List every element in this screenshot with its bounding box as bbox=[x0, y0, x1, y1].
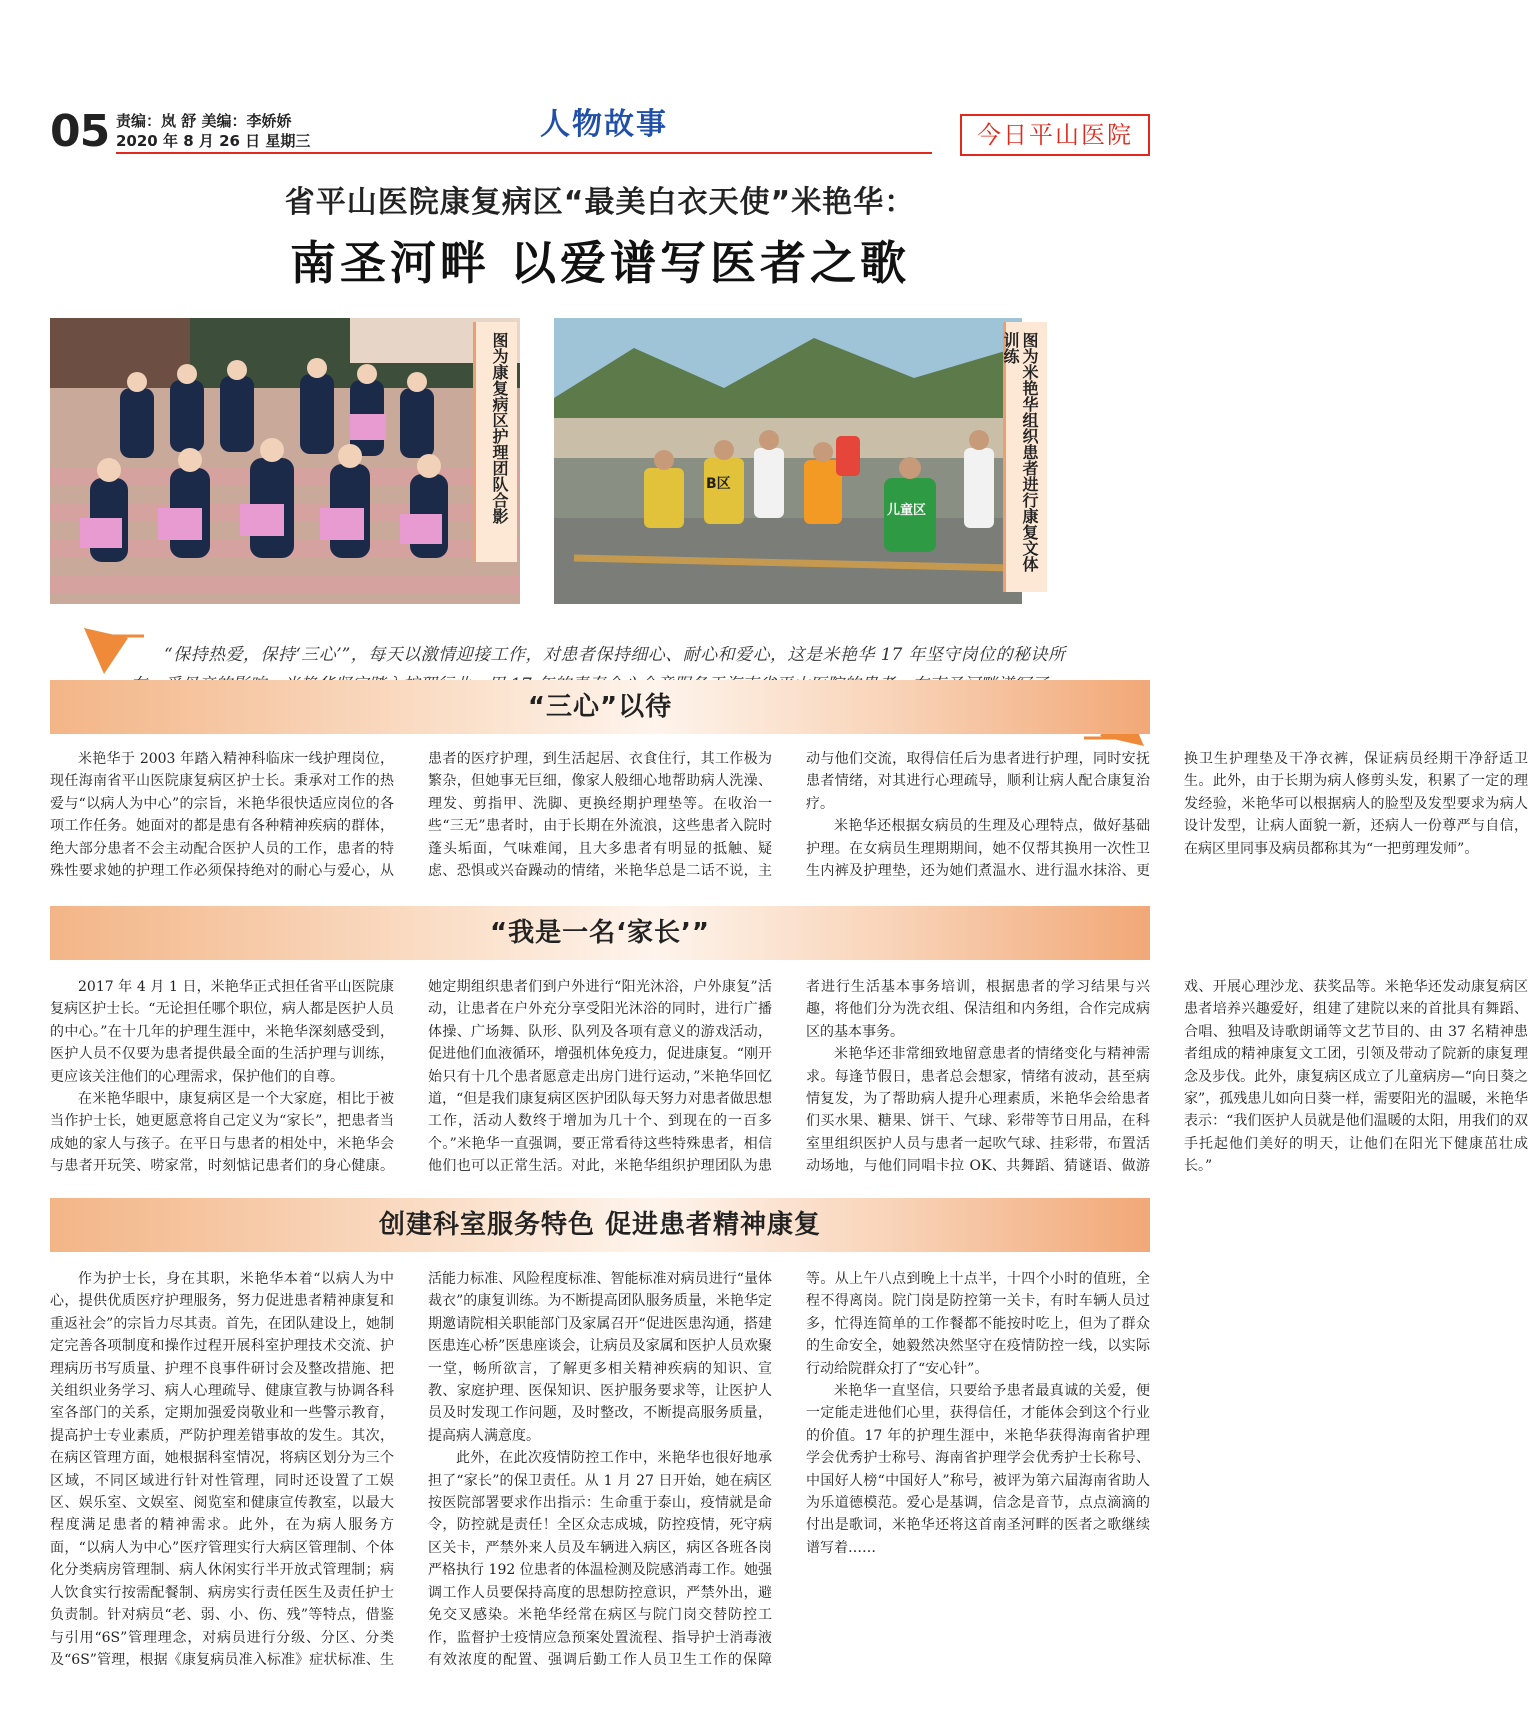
paragraph: 此外，在此次疫情防控工作中，米艳华也很好地承担了“家长”的保卫责任。从 1 月 27 日开始，她在病区按医院部署要求作出指示：生命重于泰山，疫情就是命令，防控就是责任！全区众志成城，防控疫情，死守病区关卡，严禁外来人员及车辆进入病区，病区各班各岗严格执行 192 位患者的体温检测及院感消毒工作。她强调工作人员要保持高度的思想防控意识，严禁外出，避免交叉感染。米艳华经常在病区与院门岗交替防控工作，监督护士疫情应急预案处置流程、指导护士消毒液有效浓度的配置、强调后勤工作人员卫生工作的保障等。从上午八点到晚上十点半，十四个小时的值班，全程不得离岗。院门岗是防控第一关卡，有时车辆人员过多，忙得连简单的工作餐都不能按时吃上，但为了群众的生命安全，她毅然决然坚守在疫情防控一线，以实际行动给院群众打了“安心针”。 bbox=[428, 1271, 1150, 1668]
paragraph: 米艳华于 2003 年踏入精神科临床一线护理岗位，现任海南省平山医院康复病区护士长。秉承对工作的热爱与“以病人为中心”的宗旨，米艳华很快适应岗位的各项工作任务。她面对的都是患有各种精神疾病的群体，绝大部分患者不会主动配合医护人员的工作，患者的特殊性要求她的护理工作必须保持绝对的耐心与爱心，从患者的医疗护理，到生活起居、衣食住行，其工作极为繁杂，但她事无巨细，像家人般细心地帮助病人洗澡、理发、剪指甲、洗脚、更换经期护理垫等。在收治一些“三无”患者时，由于长期在外流浪，这些患者入院时蓬头垢面，气味难闻，且大多患者有明显的抵触、疑虑、恐惧或兴奋躁动的情绪，米艳华总是二话不说，主动与他们交流，取得信任后为患者进行护理，同时安抚患者情绪，对其进行心理疏导，顺利让病人配合康复治疗。 bbox=[50, 751, 1150, 880]
nursing-team-illustration bbox=[50, 318, 520, 604]
paragraph: 在米艳华眼中，康复病区是一个大家庭，相比于被当作护士长，她更愿意将自己定义为“家长”，把患者当成她的家人与孩子。在平日与患者的相处中，米艳华会与患者开玩笑、唠家常，时刻惦记患者们的身心健康。她定期组织患者们到户外进行“阳光沐浴，户外康复”活动，让患者在户外充分享受阳光沐浴的同时，进行广播体操、广场舞、队形、队列及各项有意义的游戏活动，促进他们血液循环，增强机体免疫力，促进康复。“刚开始只有十几个患者愿意走出房门进行运动，”米艳华回忆道，“但是我们康复病区医护团队每天努力对患者做思想工作，活动人数终于增加为几十个、到现在的一百多个。”米艳华一直强调，要正常看待这些特殊患者，相信他们也可以正常生活。对此，米艳华组织护理团队为患者进行生活基本事务培训，根据患者的学习结果与兴趣，将他们分为洗衣组、保洁组和内务组，合作完成病区的基本事务。 bbox=[50, 979, 1150, 1175]
paragraph: 米艳华一直坚信，只要给予患者最真诚的关爱，便一定能走进他们心里，获得信任，才能体会到这个行业的价值。17 年的护理生涯中，米艳华获得海南省护理学会优秀护士称号、海南省护理学会优秀护士长称号、中国好人榜“中国好人”称号，被评为第六届海南省助人为乐道德模范。爱心是基调，信念是音节，点点滴滴的付出是歌词，米艳华还将这首南圣河畔的医者之歌继续谱写着…… bbox=[806, 1383, 1150, 1556]
section-heading-service-features: 创建科室服务特色 促进患者精神康复 bbox=[50, 1198, 1150, 1252]
article-headline: 南圣河畔 以爱谱写医者之歌 bbox=[289, 236, 910, 290]
paragraph: 米艳华还非常细致地留意患者的情绪变化与精神需求。每逢节假日，患者总会想家，情绪有波动，甚至病情复发，为了帮助病人提升心理素质，米艳华会给患者们买水果、糖果、饼干、气球、彩带等节日用品，在科室里组织医护人员与患者一起吹气球、挂彩带，布置活动场地，与他们同唱卡拉 OK、共舞蹈、猜谜语、做游戏、开展心理沙龙、获奖品等。米艳华还发动康复病区患者培养兴趣爱好，组建了建院以来的首批具有舞蹈、合唱、独唱及诗歌朗诵等文艺节目的、由 37 名精神患者组成的精神康复文工团，引领及带动了院新的康复理念及步伐。此外，康复病区成立了儿童病房—“向日葵之家”，孤残患儿如向日葵一样，需要阳光的温暖，米艳华表示：“我们医护人员就是他们温暖的太阳，用我们的双手托起他们美好的明天，让他们在阳光下健康茁壮成长。” bbox=[806, 979, 1528, 1175]
issue-date: 2020 年 8 月 26 日 星期三 bbox=[116, 132, 311, 150]
section-body-service-features bbox=[50, 1268, 1150, 1686]
section-title: 人物故事 bbox=[540, 107, 668, 142]
jersey-label-children: 儿童区 bbox=[887, 503, 927, 518]
section-heading-parent: “我是一名‘家长’” bbox=[50, 906, 1150, 960]
header-rule bbox=[116, 152, 932, 154]
masthead: 今日平山医院 bbox=[960, 114, 1150, 156]
page-number: 05 bbox=[50, 106, 110, 157]
article-subtitle: 省平山医院康复病区“最美白衣天使”米艳华： bbox=[284, 185, 916, 220]
section-heading-three-hearts: “三心”以待 bbox=[50, 680, 1150, 734]
photo-right-caption: 图为米艳华组织患者进行康复文体训练 bbox=[1003, 322, 1047, 592]
photo-nursing-team bbox=[50, 318, 520, 604]
paragraph: 米艳华还根据女病员的生理及心理特点，做好基础护理。在女病员生理期期间，她不仅帮其换用一次性卫生内裤及护理垫，还为她们煮温水、进行温水抹浴、更换卫生护理垫及干净衣裤，保证病员经期干净舒适卫生。此外，由于长期为病人修剪头发，积累了一定的理发经验，米艳华可以根据病人的脸型及发型要求为病人设计发型，让病人面貌一新，还病人一份尊严与自信，在病区里同事及病员都称其为“一把剪理发师”。 bbox=[806, 751, 1528, 880]
lead-paragraph: “保持热爱，保持‘三心’”，每天以激情迎接工作，对患者保持细心、耐心和爱心，这是米艳华 17 年坚守岗位的秘诀所 bbox=[164, 645, 1065, 665]
paragraph: 2017 年 4 月 1 日，米艳华正式担任省平山医院康复病区护士长。“无论担任哪个职位，病人都是医护人员的中心。”在十几年的护理生涯中，米艳华深刻感受到，医护人员不仅要为患者提供最全面的生活护理与训练，更应该关注他们的心理需求，保护他们的自尊。 bbox=[50, 979, 394, 1085]
rehab-training-illustration bbox=[554, 318, 1022, 604]
paragraph: 作为护士长，身在其职，米艳华本着“以病人为中心，提供优质医疗护理服务，努力促进患者精神康复和重返社会”的宗旨力尽其责。首先，在团队建设上，她制定完善各项制度和操作过程开展科室护理技术交流、护理病历书写质量、护理不良事件研讨会及整改措施、把关组织业务学习、病人心理疏导、健康宣教与协调各科室各部门的关系，定期加强爱岗敬业和一些警示教育，提高护士专业素质，严防护理差错事故的发生。其次，在病区管理方面，她根据科室情况，将病区划分为三个区域，不同区域进行针对性管理，同时还设置了工娱区、娱乐室、文娱室、阅览室和健康宣传教室，以最大程度满足患者的精神需求。此外，在为病人服务方面，“以病人为中心”医疗管理实行大病区管理制、个体化分类病房管理制、病人休闲实行半开放式管理制；病人饮食实行按需配餐制、病房实行责任医生及责任护士负责制。针对病员“老、弱、小、伤、残”等特点，借鉴与引用“6S”管理理念，对病员进行分级、分区、分类及“6S”管理，根据《康复病员准入标准》症状标准、生活能力标准、风险程度标准、智能标准对病员进行“量体裁衣”的康复训练。为不断提高团队服务质量，米艳华定期邀请院相关职能部门及家属召开“促进医患沟通，搭建医患连心桥”医患座谈会，让病员及家属和医护人员欢聚一堂，畅所欲言，了解更多相关精神疾病的知识、宣教、家庭护理、医保知识、医护服务要求等，让医护人员及时发现工作问题，及时整改，不断提高服务质量，提高病人满意度。 bbox=[50, 1271, 772, 1668]
section-body-three-hearts bbox=[50, 748, 1528, 888]
jersey-label-b: B区 bbox=[706, 476, 731, 492]
editor-credits: 责编：岚 舒 美编：李娇娇 bbox=[116, 112, 292, 130]
photo-rehab-training bbox=[554, 318, 1022, 604]
photo-left-caption: 图为康复病区护理团队合影 bbox=[473, 322, 517, 562]
section-body-parent bbox=[50, 976, 1528, 1184]
